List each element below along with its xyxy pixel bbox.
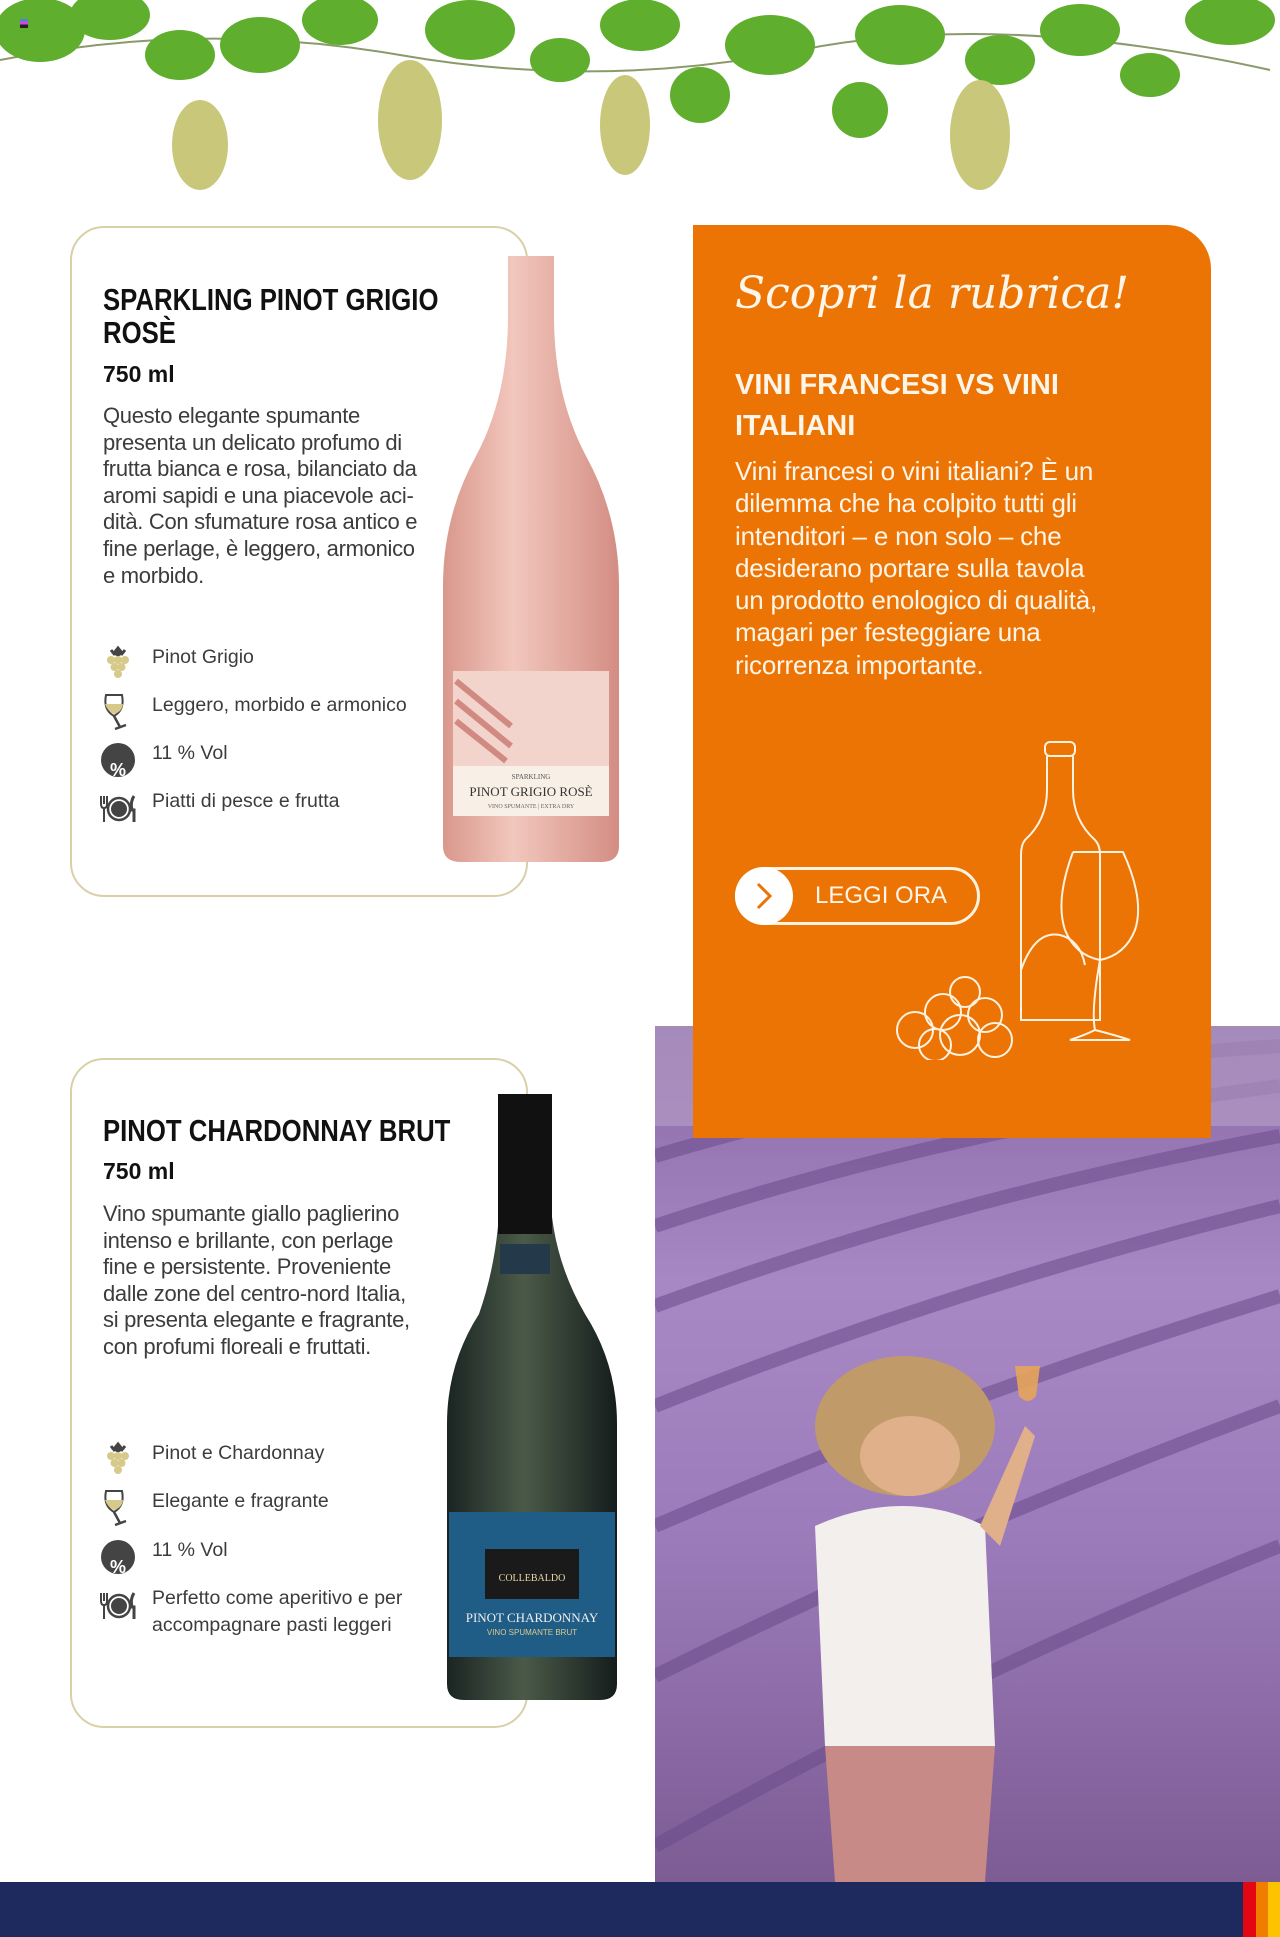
feature-item [98,734,228,780]
bottle-label-sub: VINO SPUMANTE | EXTRA DRY [487,804,575,810]
product-title: PINOT CHARDONNAY BRUT [103,1113,451,1148]
wine-bottle-glass-grapes-illustration [895,730,1175,1060]
flag-icon [20,19,28,28]
feature-item [98,782,340,822]
feature-item [98,686,407,726]
footer-stripe-yellow [1268,1882,1280,1937]
feature-text: Elegante e fragrante [152,1490,329,1512]
read-now-label: LEGGI ORA [815,882,948,909]
feature-item [98,1579,402,1639]
grape-icon [98,1434,138,1474]
promo-script-title: Scopri la rubrica! [735,268,1130,319]
product-title: SPARKLING PINOT GRIGIO ROSÈ [103,282,439,350]
plate-cutlery-icon [98,1579,138,1619]
product-description: Questo elegante spumante presenta un delicato profumo di frutta bianca e rosa, bilanciato da aromi sapidi e una piacevole aci- dità. Con sfumature rosa antico e fine perlage, è leggero, armonico e morbido. [103,403,418,588]
lavender-field-photo [655,1026,1280,1882]
feature-item [98,638,254,678]
wine-glass-icon [98,1482,138,1522]
feature-text: Pinot Grigio [152,646,254,668]
svg-text:%: % [109,760,127,780]
bottle-label-sub: VINO SPUMANTE BRUT [486,1628,578,1637]
feature-text: Pinot e Chardonnay [152,1442,325,1464]
feature-text: 11 % Vol [152,742,228,764]
wine-glass-icon [98,686,138,726]
percent-icon [98,1531,138,1577]
footer-stripe-red [1243,1882,1256,1937]
chevron-right-icon [735,867,793,925]
bottle-label-name: PINOT CHARDONNAY [465,1610,599,1625]
feature-text: Perfetto come aperitivo e per accompagnare pasti leggeri [152,1587,403,1636]
footer-bar [0,1882,1280,1937]
feature-item [98,1482,329,1522]
feature-item [98,1531,228,1577]
grapevine-decoration [0,0,1280,200]
bottle-pinot-chardonnay-image [445,1094,619,1700]
bottle-label-brand: COLLEBALDO [498,1573,566,1584]
bottle-pinot-grigio-rose-image [441,256,621,862]
feature-item [98,1434,324,1474]
bottle-label-name: PINOT GRIGIO ROSÈ [469,784,593,799]
feature-text: Piatti di pesce e frutta [152,790,340,812]
feature-text: Leggero, morbido e armonico [152,694,407,716]
footer-stripe-orange [1256,1882,1268,1937]
svg-text:%: % [109,1557,127,1577]
promo-heading: VINI FRANCESI VS VINI ITALIANI [735,369,1059,442]
plate-cutlery-icon [98,782,138,822]
percent-icon [98,734,138,780]
product-volume: 750 ml [103,361,175,387]
product-description: Vino spumante giallo paglierino intenso e brillante, con perlage fine e persistente. Proveniente dalle zone del centro-nord Italia, si presenta elegante e fragrante, con profumi floreali e fruttati. [103,1201,410,1359]
bottle-label-small: SPARKLING [511,773,551,781]
product-volume: 750 ml [103,1158,175,1184]
feature-text: 11 % Vol [152,1539,228,1561]
grape-icon [98,638,138,678]
promo-body: Vini francesi o vini italiani? È un dilemma che ha colpito tutti gli intenditori – e non solo – che desiderano portare sulla tavola un prodotto enologico di qualità, magari per festeggiare una ricorrenza importante. [735,456,1098,680]
